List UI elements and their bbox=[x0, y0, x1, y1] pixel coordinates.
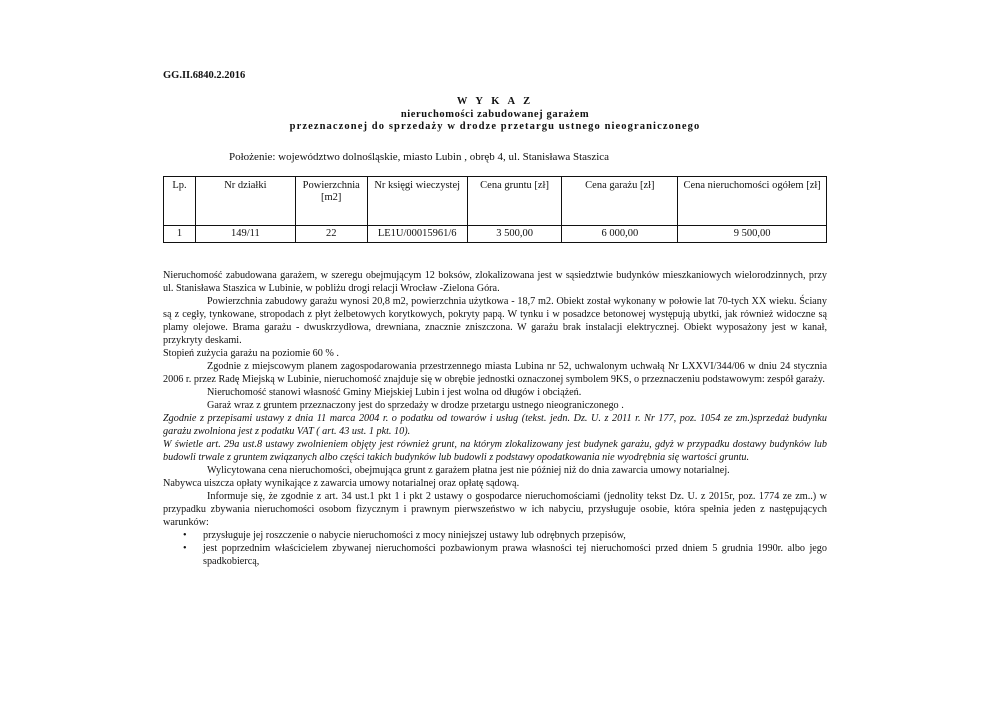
conditions-list bbox=[163, 529, 827, 568]
list-item bbox=[163, 542, 827, 568]
column-header-garage-price: Cena garażu [zł] bbox=[562, 177, 678, 226]
document-subtitle-line-2: przeznaczonej do sprzedaży w drodze przetargu ustnego nieograniczonego bbox=[289, 121, 701, 132]
paragraph-ownership: Nieruchomość stanowi własność Gminy Miejskiej Lubin i jest wolna od długów i obciążeń. bbox=[207, 387, 582, 398]
table-cell-garage-price: 6 000,00 bbox=[562, 226, 678, 243]
paragraph-vat-exemption: Zgodnie z przepisami ustawy z dnia 11 marca 2004 r. o podatku od towarów i usług (tekst. jedn. Dz. U. z 2011 r. Nr 177, poz. 1054 ze zm.)sprzedaż budynku garażu zwolniona jest z podatku VAT ( art. 43 ust. 1 pkt. 10). bbox=[163, 413, 827, 437]
table-cell-land-price: 3 500,00 bbox=[467, 226, 562, 243]
paragraph-fees: Nabywca uiszcza opłaty wynikające z zawarcia umowy notarialnej oraz opłatę sądową. bbox=[163, 478, 520, 489]
column-header-total-price: Cena nieruchomości ogółem [zł] bbox=[678, 177, 827, 226]
location-line: Położenie: województwo dolnośląskie, miasto Lubin , obręb 4, ul. Stanisława Staszica bbox=[229, 151, 610, 163]
table-cell-plot-number: 149/11 bbox=[195, 226, 295, 243]
table-cell-land-register: LE1U/00015961/6 bbox=[367, 226, 467, 243]
list-item bbox=[163, 529, 827, 542]
column-header-land-register: Nr księgi wieczystej bbox=[367, 177, 467, 226]
paragraph-sale-mode: Garaż wraz z gruntem przeznaczony jest do sprzedaży w drodze przetargu ustnego nieograniczonego . bbox=[207, 400, 624, 411]
table-cell-area: 22 bbox=[295, 226, 367, 243]
table-header-row bbox=[164, 177, 827, 226]
document-subtitle-line-1: nieruchomości zabudowanej garażem bbox=[400, 109, 590, 120]
column-header-lp: Lp. bbox=[164, 177, 196, 226]
paragraph-description: Nieruchomość zabudowana garażem, w szeregu obejmującym 12 boksów, zlokalizowana jest w sąsiedztwie budynków mieszkaniowych wielorodzinnych, przy ul. Stanisława Staszica w Lubinie, w pobliżu drogi relacji Wrocław -Zielona Góra. bbox=[163, 270, 827, 294]
table-row bbox=[164, 226, 827, 243]
column-header-plot-number: Nr działki bbox=[195, 177, 295, 226]
paragraph-preemption: Informuje się, że zgodnie z art. 34 ust.1 pkt 1 i pkt 2 ustawy o gospodarce nieruchomościami (jednolity tekst Dz. U. z 2015r, poz. 1774 ze zm..) w przypadku zbywania nieruchomości osobom fizycznym i prawnym pierwszeństwo w ich nabyciu, przysługuje osobie, która spełnia jeden z następujących warunków: bbox=[163, 491, 827, 528]
document-body bbox=[163, 269, 827, 568]
document-reference-number: GG.II.6840.2.2016 bbox=[163, 70, 246, 81]
table-cell-lp: 1 bbox=[164, 226, 196, 243]
paragraph-land-exemption: W świetle art. 29a ust.8 ustawy zwolnieniem objęty jest również grunt, na którym zlokalizowany jest budynek garażu, gdyż w przypadku dostawy budynków lub budowli trwale z gruntem związanych albo części takich budynków lub budowli z podstawy opodatkowania nie wyodrębnia się wartości gruntu. bbox=[163, 439, 827, 463]
list-item-text: jest poprzednim właścicielem zbywanej nieruchomości pozbawionym prawa własności tej nieruchomości przed dniem 5 grudnia 1990r. albo jego spadkobiercą, bbox=[203, 543, 827, 567]
paragraph-wear-level: Stopień zużycia garażu na poziomie 60 % . bbox=[163, 348, 339, 359]
list-item-text: przysługuje jej roszczenie o nabycie nieruchomości z mocy niniejszej ustawy lub odrębnych przepisów, bbox=[203, 530, 626, 541]
bullet-icon: • bbox=[183, 530, 187, 541]
column-header-land-price: Cena gruntu [zł] bbox=[467, 177, 562, 226]
paragraph-payment-terms: Wylicytowana cena nieruchomości, obejmująca grunt z garażem płatna jest nie później niż do dnia zawarcia umowy notarialnej. bbox=[207, 465, 730, 476]
column-header-area: Powierzchnia [m2] bbox=[295, 177, 367, 226]
table-cell-total-price: 9 500,00 bbox=[678, 226, 827, 243]
paragraph-zoning-plan: Zgodnie z miejscowym planem zagospodarowania przestrzennego miasta Lubina nr 52, uchwalonym uchwałą Nr LXXVI/344/06 w dniu 24 stycznia 2006 r. przez Radę Miejską w Lubinie, nieruchomość znajduje się w obrębie jednostki oznaczonej symbolem 9KS, o przeznaczeniu podstawowym: zespół garaży. bbox=[163, 361, 827, 385]
document-title: W Y K A Z bbox=[456, 96, 534, 107]
bullet-icon: • bbox=[183, 543, 187, 554]
paragraph-building-area: Powierzchnia zabudowy garażu wynosi 20,8 m2, powierzchnia użytkowa - 18,7 m2. Obiekt został wykonany w połowie lat 70-tych XX wieku. Ściany są z cegły, tynkowane, stropodach z płyt żelbetowych korytkowych, pokryty papą. W tynku i w posadzce betonowej występują ubytki, jak również widoczne są plamy olejowe. Brama garażu - dwuskrzydłowa, drewniana, znacznie zniszczona. W garażu brak instalacji elektrycznej. Obiekt wyposażony jest w kanał, przykryty deskami. bbox=[163, 296, 827, 346]
property-table bbox=[163, 176, 827, 243]
